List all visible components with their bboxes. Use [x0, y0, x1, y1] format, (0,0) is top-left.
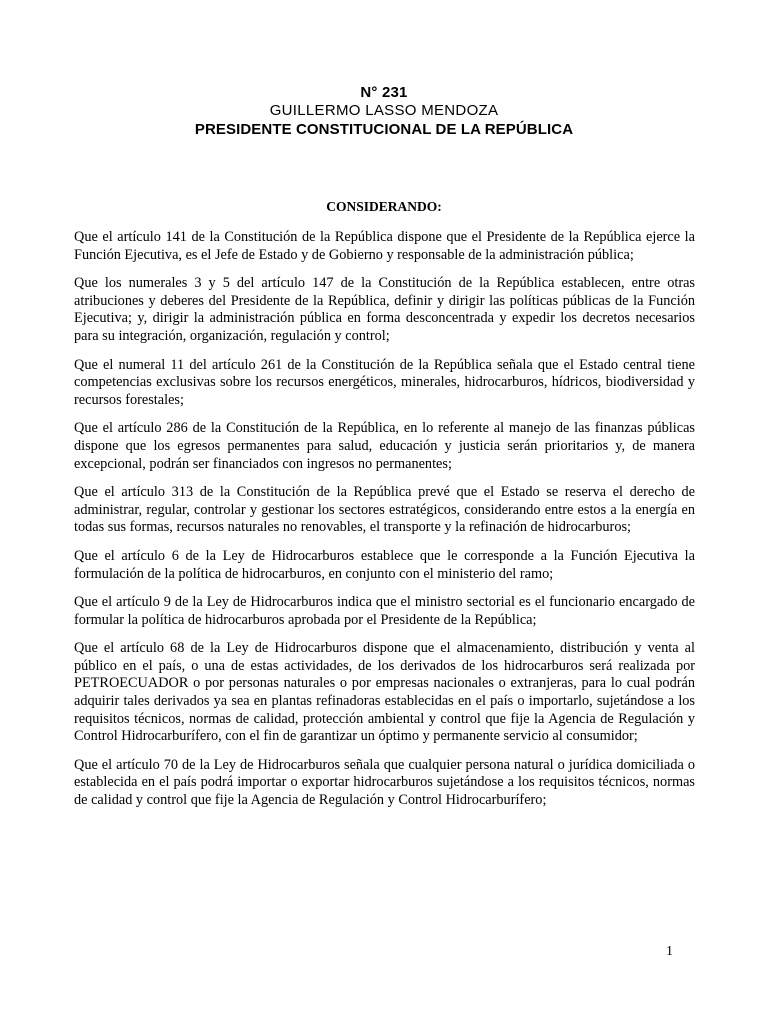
paragraph: Que el artículo 68 de la Ley de Hidrocarburos dispone que el almacenamiento, distribución y venta al público en el país, o una de estas actividades, de los derivados de los hidrocarburos será realizada por PETROECUADOR o por personas naturales o por empresas nacionales o extranjeras, para lo cual podrán adquirir tales derivados ya sea en plantas refinadoras establecidas en el país o importarlo, sujetándose a los requisitos técnicos, normas de calidad, protección ambiental y control que fije la Agencia de Regulación y Control Hidrocarburífero, con el fin de garantizar un óptimo y permanente servicio al consumidor;: [74, 640, 695, 745]
paragraph: Que el numeral 11 del artículo 261 de la Constitución de la República señala que el Estado central tiene competencias exclusivas sobre los recursos energéticos, minerales, hidrocarburos, hídricos, biodiversidad y recursos forestales;: [74, 356, 695, 408]
paragraph: Que el artículo 286 de la Constitución de la República, en lo referente al manejo de las finanzas públicas dispone que los egresos permanentes para salud, educación y justicia serán prioritarios y, de manera excepcional, podrán ser financiados con ingresos no permanentes;: [74, 420, 695, 472]
paragraph: Que los numerales 3 y 5 del artículo 147 de la Constitución de la República establecen, entre otras atribuciones y deberes del Presidente de la República, definir y dirigir las políticas públicas de la Función Ejecutiva; y, dirigir la administración pública en forma desconcentrada y expedir los decretos necesarios para su integración, organización, regulación y control;: [74, 275, 695, 344]
decree-header: [0, 84, 768, 139]
president-title: PRESIDENTE CONSTITUCIONAL DE LA REPÚBLICA: [194, 121, 574, 138]
paragraph: Que el artículo 6 de la Ley de Hidrocarburos establece que le corresponde a la Función Ejecutiva la formulación de la política de hidrocarburos, en conjunto con el ministerio del ramo;: [74, 547, 695, 582]
paragraph: Que el artículo 313 de la Constitución de la República prevé que el Estado se reserva el derecho de administrar, regular, controlar y gestionar los sectores estratégicos, considerando entre estos a la energía en todas sus formas, recursos naturales no renovables, el transporte y la refinación de hidrocarburos;: [74, 484, 695, 536]
document-body: [74, 229, 695, 821]
page-number: 1: [666, 944, 673, 959]
paragraph: Que el artículo 70 de la Ley de Hidrocarburos señala que cualquier persona natural o jurídica domiciliada o establecida en el país podrá importar o exportar hidrocarburos sujetándose a los requisitos técnicos, normas de calidad y control que fije la Agencia de Regulación y Control Hidrocarburífero;: [74, 756, 695, 809]
section-heading: CONSIDERANDO:: [326, 199, 442, 214]
paragraph: Que el artículo 141 de la Constitución de la República dispone que el Presidente de la República ejerce la Función Ejecutiva, es el Jefe de Estado y de Gobierno y responsable de la administración pública;: [74, 229, 695, 263]
decree-number: N° 231: [360, 84, 408, 101]
president-name: GUILLERMO LASSO MENDOZA: [269, 102, 499, 119]
paragraph: Que el artículo 9 de la Ley de Hidrocarburos indica que el ministro sectorial es el funcionario encargado de formular la política de hidrocarburos aprobada por el Presidente de la República;: [74, 594, 695, 628]
